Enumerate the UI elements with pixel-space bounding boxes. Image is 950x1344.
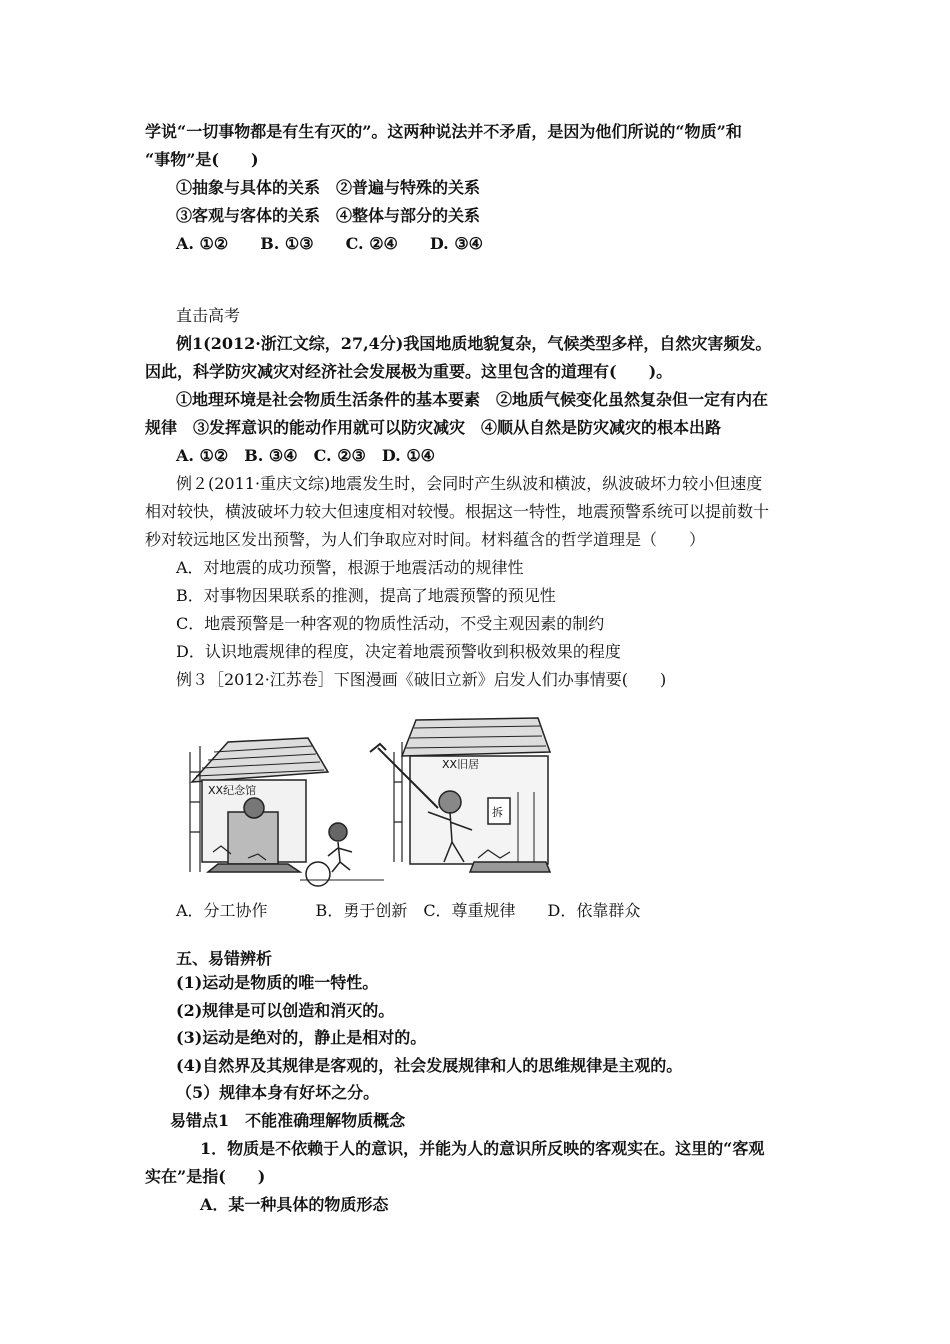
example-line: 因此，科学防灾减灾对经济社会发展极为重要。这里包含的道理有( )。 (145, 362, 673, 381)
example-line: ①地理环境是社会物质生活条件的基本要素 ②地质气候变化虽然复杂但一定有内在 (176, 390, 769, 409)
question-stem-line: 实在”是指( ) (145, 1167, 266, 1186)
error-item: (4)自然界及其规律是客观的，社会发展规律和人的思维规律是主观的。 (176, 1056, 683, 1075)
cartoon-image (188, 712, 578, 892)
option-line: A．对地震的成功预警，根源于地震活动的规律性 (176, 558, 524, 577)
error-item: （5）规律本身有好坏之分。 (176, 1083, 380, 1102)
option-line: B．对事物因果联系的推测，提高了地震预警的预见性 (176, 586, 556, 605)
section-heading: 五、易错辨析 (176, 949, 273, 968)
example-line: 规律 ③发挥意识的能动作用就可以防灾减灾 ④顺从自然是防灾减灾的根本出路 (145, 418, 722, 437)
option-line: D．认识地震规律的程度，决定着地震预警收到积极效果的程度 (176, 642, 621, 661)
cartoon-demolish-mark: 拆 (492, 806, 503, 819)
error-item: (3)运动是绝对的，静止是相对的。 (176, 1028, 427, 1047)
error-item: (1)运动是物质的唯一特性。 (176, 973, 379, 992)
cartoon-sign-right: XX旧居 (442, 758, 480, 771)
option-line: ①抽象与具体的关系 ②普遍与特殊的关系 (176, 178, 481, 197)
question-stem-line: 学说“一切事物都是有生有灭的”。这两种说法并不矛盾，是因为他们所说的“物质”和 (145, 122, 742, 141)
section-heading: 直击高考 (176, 306, 241, 325)
option-line: A．某一种具体的物质形态 (200, 1195, 389, 1214)
example-line: 相对较快，横波破坏力较大但速度相对较慢。根据这一特性，地震预警系统可以提前数十 (145, 502, 770, 521)
example-line: 例２(2011·重庆文综)地震发生时，会同时产生纵波和横波，纵波破坏力较小但速度 (176, 474, 763, 493)
example-line: 例1(2012·浙江文综，27,4分)我国地质地貌复杂，气候类型多样，自然灾害频发。 (176, 334, 772, 353)
answer-choices: A. ①② B. ③④ C. ②③ D. ①④ (176, 446, 436, 465)
question-stem-line: “事物”是( ) (145, 150, 259, 169)
example-line: 例３［2012·江苏卷］下图漫画《破旧立新》启发人们办事情要( ) (176, 670, 667, 689)
error-point-heading: 易错点1 不能准确理解物质概念 (170, 1111, 406, 1130)
error-item: (2)规律是可以创造和消灭的。 (176, 1001, 395, 1020)
question-stem-line: 1．物质是不依赖于人的意识，并能为人的意识所反映的客观实在。这里的“客观 (200, 1139, 765, 1158)
answer-choices: A．分工协作 B．勇于创新 C．尊重规律 D．依靠群众 (176, 901, 641, 920)
cartoon-sign-left: XX纪念馆 (208, 784, 257, 797)
option-line: C．地震预警是一种客观的物质性活动，不受主观因素的制约 (176, 614, 605, 633)
option-line: ③客观与客体的关系 ④整体与部分的关系 (176, 206, 481, 225)
example-line: 秒对较远地区发出预警，为人们争取应对时间。材料蕴含的哲学道理是（ ） (145, 530, 706, 549)
answer-choices: A. ①② B. ①③ C. ②④ D. ③④ (176, 234, 484, 253)
